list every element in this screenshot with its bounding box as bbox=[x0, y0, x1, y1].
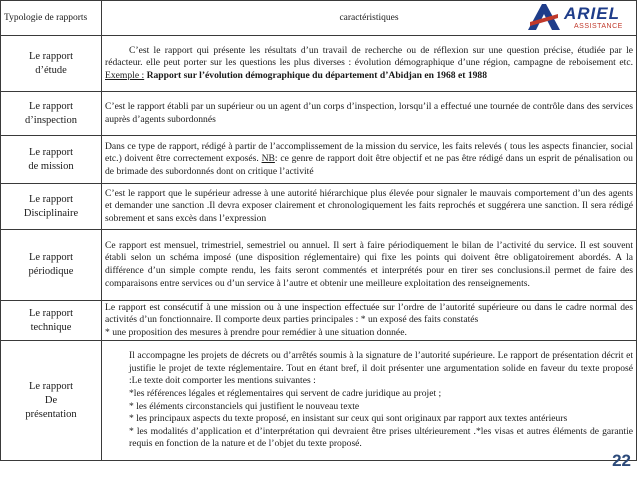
logo-subtitle: ASSISTANCE bbox=[574, 23, 623, 30]
row-desc-technique bbox=[102, 301, 637, 341]
row-desc-periodique bbox=[102, 230, 637, 301]
row-type-disciplinaire: Le rapport Disciplinaire bbox=[1, 184, 102, 230]
row-type-etude: Le rapport d’étude bbox=[1, 36, 102, 92]
desc-text: Le rapport est consécutif à une mission ou à une inspection effectuée sur l’ordre de l’autorité supérieure ou dans le cadre normal des activités d’un fonctionnaire. Il comporte deux parties principales : * un exposé des faits constatés bbox=[105, 301, 633, 326]
nb-label: NB bbox=[261, 153, 275, 165]
ariel-logo bbox=[526, 2, 632, 34]
table-row bbox=[1, 184, 637, 230]
example-title: Rapport sur l’évolution démographique du département d’Abidjan en 1968 et 1988 bbox=[146, 69, 488, 81]
nb-text: : ce genre de rapport doit être objectif et ne pas être rédigé dans un esprit de pénalisation ou de brimade des subordonnés dont on critique l’activité bbox=[105, 153, 633, 177]
row-type-inspection: Le rapport d’inspection bbox=[1, 92, 102, 136]
table-row bbox=[1, 301, 637, 341]
desc-bullet: *les références légales et réglementaires qui servent de cadre juridique au projet ; bbox=[129, 387, 442, 399]
desc-bullet: * les éléments circonstanciels qui justifient le nouveau texte bbox=[129, 400, 360, 412]
desc-text: Il accompagne les projets de décrets ou d’arrêtés soumis à la signature de l’autorité supérieure. Le rapport de présentation décrit et justifie le projet de texte réglementaire. Tout en étant bref, il doit présenter une argumentation solide en faveur du texte proposé :Le texte doit comporter les mentions suivantes : bbox=[129, 350, 633, 387]
row-type-technique: Le rapport technique bbox=[1, 301, 102, 341]
desc-bullet: * les modalités d’application et d’interprétation qui devraient être prises ultérieurement .*les visas et autres éléments de garantie requis en fonction de la nature et de l’objet du texte proposé. bbox=[129, 425, 633, 450]
row-type-periodique: Le rapport périodique bbox=[1, 230, 102, 301]
row-desc-etude bbox=[102, 36, 637, 92]
table-row bbox=[1, 92, 637, 136]
desc-text: Ce rapport est mensuel, trimestriel, semestriel ou annuel. Il sert à faire périodiquement le bilan de l’activité du service. Il est souvent établi selon un schéma imposé (une disposition réglementaire) qui fixe les points qui doivent être obligatoirement abordés. A la différence d’un simple compte rendu, les faits seront commentés et interprétés pour en tirer ses conclusions.il permet de faire des comparaisons entre services ou d’un service à l’autre et obtenir une meilleure exploitation des renseignements. bbox=[105, 239, 633, 289]
table-row bbox=[1, 36, 637, 92]
row-desc-inspection bbox=[102, 92, 637, 136]
row-type-presentation: Le rapport De présentation bbox=[1, 341, 102, 461]
row-desc-mission bbox=[102, 136, 637, 184]
desc-text: C’est le rapport que le supérieur adresse à une autorité hiérarchique plus élevée pour signaler le mauvais comportement d’un des agents et demander une sanction .Il devra exposer clairement et chronologiquement les faits reprochés et suggérera une sanction. Il sera rédigé sobrement et sans excès dans l’expression bbox=[105, 187, 633, 224]
header-characteristics: caractéristiques bbox=[102, 1, 637, 36]
desc-text: C’est le rapport qui présente les résultats d’un travail de recherche ou de réflexion sur une question précise, étudiée par le rédacteur. elle peut porter sur les questions les plus diverses : évolution démographique d’une région, campagne de reboisement etc. bbox=[105, 44, 633, 69]
row-desc-presentation bbox=[102, 341, 637, 461]
logo-name: ARIEL bbox=[564, 4, 620, 23]
table-row bbox=[1, 341, 637, 461]
example-label: Exemple : bbox=[105, 69, 145, 81]
table-row bbox=[1, 136, 637, 184]
desc-text: * une proposition des mesures à prendre pour remédier à une situation donnée. bbox=[105, 326, 407, 338]
desc-bullet: * les principaux aspects du texte proposé, en insistant sur ceux qui sont originaux par rapport aux textes antérieurs bbox=[129, 413, 568, 425]
page-number: 22 bbox=[612, 451, 631, 470]
ariel-logo-icon bbox=[526, 2, 562, 32]
desc-text: Dans ce type de rapport, rédigé à partir de l’accomplissement de la mission du service, les faits relevés ( tous les aspects financier, social etc.) doivent être correctement exposés. bbox=[105, 140, 633, 165]
desc-text: C’est le rapport établi par un supérieur ou un agent d’un corps d’inspection, lorsqu’il a effectué une tournée de contrôle dans des services auprès d’agents subordonnés bbox=[105, 100, 633, 125]
row-type-mission: Le rapport de mission bbox=[1, 136, 102, 184]
table-row bbox=[1, 230, 637, 301]
header-typology: Typologie de rapports bbox=[1, 1, 102, 36]
row-desc-disciplinaire bbox=[102, 184, 637, 230]
